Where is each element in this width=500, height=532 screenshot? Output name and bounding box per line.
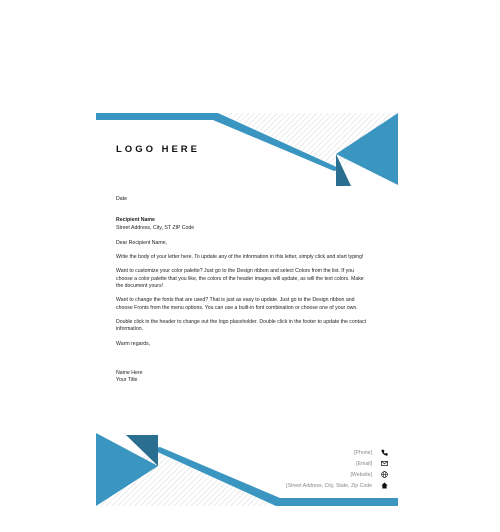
logo-placeholder[interactable]: LOGO HERE bbox=[116, 144, 201, 155]
letter-page bbox=[96, 113, 398, 506]
website-text: [Website] bbox=[350, 471, 372, 478]
body-paragraph[interactable]: Write the body of your letter here. To update any of the information in this letter, simply click and start typing! bbox=[116, 254, 364, 261]
contact-address[interactable] bbox=[218, 480, 388, 491]
body-paragraph[interactable]: Double click in the header to change out the logo placeholder. Double click in the footer to update the contact information. bbox=[116, 318, 367, 333]
email-text: [Email] bbox=[356, 460, 372, 467]
home-icon bbox=[380, 482, 388, 490]
recipient-address[interactable]: Street Address, City, ST ZIP Code bbox=[116, 224, 195, 231]
body-paragraph[interactable]: Want to customize your color palette? Just go to the Design ribbon and select Colors from the list. If you choose a color palette that you like, the colors of the header images will update, as will the text colors. Make the document yours! bbox=[116, 268, 364, 290]
contact-website[interactable] bbox=[218, 469, 388, 480]
globe-icon bbox=[380, 471, 388, 479]
letter-date[interactable]: Date bbox=[116, 196, 127, 202]
closing[interactable]: Warm regards, bbox=[116, 340, 151, 347]
footer-contact bbox=[218, 447, 388, 491]
phone-icon bbox=[380, 449, 388, 457]
recipient-name[interactable]: Recipient Name bbox=[116, 217, 155, 224]
sender-name[interactable]: Name Here bbox=[116, 369, 143, 376]
contact-phone[interactable] bbox=[218, 447, 388, 458]
phone-text: [Phone] bbox=[354, 449, 372, 456]
sender-title[interactable]: Your Title bbox=[116, 377, 138, 384]
letter-body bbox=[116, 196, 372, 384]
salutation[interactable]: Dear Recipient Name, bbox=[116, 239, 168, 246]
email-icon bbox=[380, 460, 388, 468]
body-paragraph[interactable]: Want to change the fonts that are used? That is just as easy to update. Just go to the Design ribbon and choose Fronts from the menu options. You can use a built-in font combination or choose one of your own. bbox=[116, 297, 358, 311]
contact-email[interactable] bbox=[218, 458, 388, 469]
address-text: [Street Address, City, State, Zip Code bbox=[286, 482, 372, 489]
